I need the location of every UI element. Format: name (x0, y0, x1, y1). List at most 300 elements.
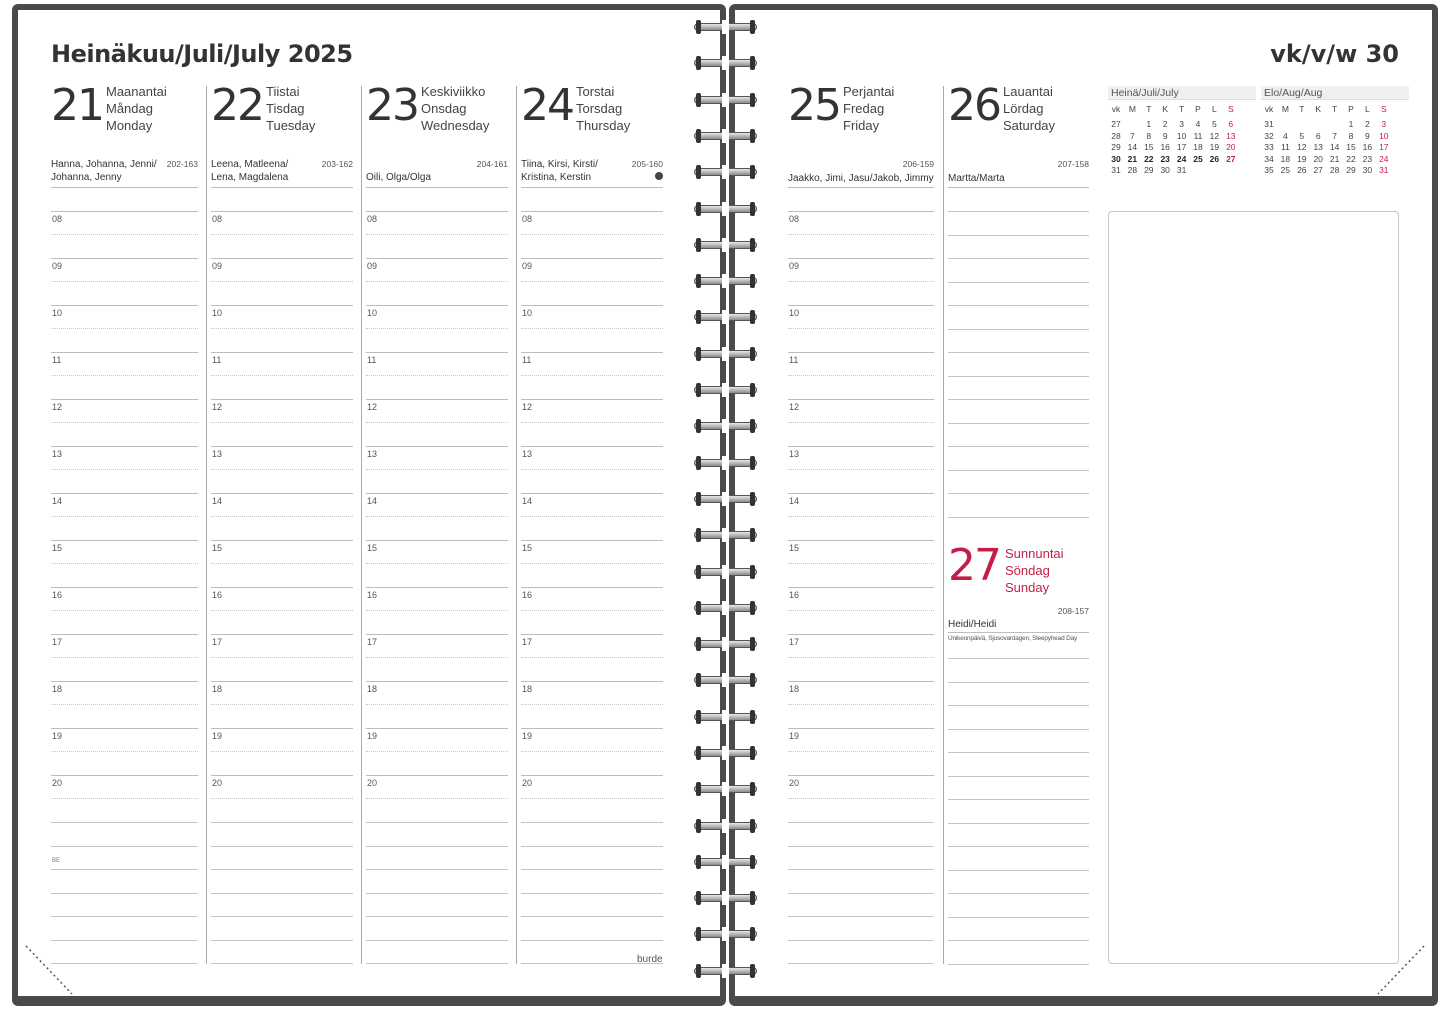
half-hour-line (521, 563, 663, 564)
ring-hole-right (750, 129, 755, 143)
hour-line (521, 634, 663, 635)
writing-line (211, 822, 353, 823)
spiral-ring (694, 202, 757, 216)
nameday-line: Martta/Marta (948, 173, 1005, 184)
mini-calendar-day: 11 (1193, 130, 1203, 141)
writing-line (521, 916, 663, 917)
saturday-writing-line (948, 399, 1089, 400)
writing-line (51, 916, 198, 917)
hour-label: 11 (212, 355, 222, 365)
nameday-line: Jaakko, Jimi, Jasu/Jakob, Jimmy (788, 173, 934, 184)
mini-calendar-day: 7 (1130, 130, 1135, 141)
saturday-writing-line (948, 305, 1089, 306)
half-hour-line (366, 563, 508, 564)
writing-line (51, 846, 198, 847)
ring-hole-right (750, 964, 755, 978)
hour-line (51, 399, 198, 400)
hour-line (51, 681, 198, 682)
ring-hole-right (750, 891, 755, 905)
hour-label: 16 (789, 590, 800, 600)
header-divider (521, 187, 663, 188)
hour-line (521, 352, 663, 353)
mini-calendar-weekday: T (1146, 104, 1152, 114)
half-hour-line (788, 281, 934, 282)
writing-line (521, 846, 663, 847)
spiral-ring (694, 565, 757, 579)
hour-label: 11 (367, 355, 377, 365)
hour-label: 18 (367, 684, 378, 694)
ring-hole-left (696, 56, 701, 70)
hour-label: 17 (52, 637, 63, 647)
hour-line (521, 258, 663, 259)
writing-line (521, 869, 663, 870)
hour-line (366, 399, 508, 400)
hour-label: 15 (789, 543, 800, 553)
hour-line (211, 587, 353, 588)
ring-gap (722, 347, 729, 361)
sunday-writing-line (948, 870, 1089, 871)
half-hour-line (521, 281, 663, 282)
hour-label: 20 (52, 778, 63, 788)
half-hour-line (366, 234, 508, 235)
hour-label: 12 (52, 402, 63, 412)
day-name-sv: Onsdag (421, 101, 467, 116)
hour-label: 17 (522, 637, 533, 647)
half-hour-line (788, 516, 934, 517)
hour-label: 16 (367, 590, 378, 600)
half-hour-line (211, 563, 353, 564)
writing-line (211, 940, 353, 941)
mini-calendar-weekday: S (1227, 104, 1234, 114)
sunday-code: 208-157 (1057, 606, 1089, 616)
ring-hole-left (696, 274, 701, 288)
hour-line (366, 587, 508, 588)
hour-line (521, 540, 663, 541)
half-hour-line (521, 328, 663, 329)
hour-label: 11 (522, 355, 532, 365)
sunday-writing-line (948, 658, 1089, 659)
hour-label: 18 (212, 684, 223, 694)
writing-line (366, 869, 508, 870)
spiral-ring (694, 165, 757, 179)
hour-line (211, 305, 353, 306)
ring-gap (722, 891, 729, 905)
writing-line (788, 869, 934, 870)
footer-mark: BE (52, 858, 61, 864)
day-name-fi: Maanantai (106, 84, 167, 99)
mini-calendar-day: 28 (1329, 165, 1340, 175)
half-hour-line (211, 751, 353, 752)
notes-box[interactable] (1108, 211, 1399, 964)
sunday-writing-line (948, 940, 1089, 941)
writing-line (51, 869, 198, 870)
day-number: 24 (521, 80, 573, 131)
sunday-writing-line (948, 705, 1089, 706)
hour-line (788, 681, 934, 682)
hour-label: 08 (367, 214, 378, 224)
hour-line (211, 540, 353, 541)
mini-calendar-day: 21 (1127, 153, 1138, 164)
half-hour-line (51, 328, 198, 329)
nameday-text (51, 158, 198, 184)
hour-label: 10 (52, 308, 63, 318)
ring-hole-right (750, 782, 755, 796)
spiral-ring (694, 855, 757, 869)
mini-calendar-day: 31 (1176, 165, 1187, 175)
ring-gap (722, 927, 729, 941)
writing-line (211, 963, 353, 964)
hour-line (366, 446, 508, 447)
hour-line (51, 634, 198, 635)
day-name-sv: Måndag (106, 101, 153, 116)
ring-hole-right (750, 56, 755, 70)
writing-line (788, 846, 934, 847)
hour-label: 19 (212, 731, 223, 741)
ring-hole-left (696, 855, 701, 869)
ring-hole-right (750, 855, 755, 869)
ring-hole-left (696, 165, 701, 179)
ring-hole-left (696, 927, 701, 941)
spiral-ring (694, 456, 757, 470)
mini-calendar-weekday: L (1365, 104, 1370, 114)
mini-calendar-day: 19 (1209, 142, 1220, 152)
mini-calendar-week-number: 29 (1111, 142, 1121, 152)
ring-gap (722, 56, 729, 70)
hour-label: 20 (367, 778, 378, 788)
half-hour-line (211, 657, 353, 658)
ring-hole-right (750, 673, 755, 687)
nameday-line: Johanna, Jenny (51, 172, 122, 183)
half-hour-line (521, 751, 663, 752)
ring-gap (722, 274, 729, 288)
writing-line (788, 963, 934, 964)
saturday-writing-line (948, 423, 1089, 424)
spiral-ring (694, 819, 757, 833)
ring-hole-left (696, 202, 701, 216)
hour-label: 15 (367, 543, 378, 553)
sunday-nameday-divider (948, 632, 1089, 633)
day-name-en: Wednesday (421, 118, 490, 133)
mini-calendar-day: 30 (1160, 165, 1170, 175)
day-number: 21 (51, 80, 103, 131)
mini-calendar-day: 27 (1226, 153, 1236, 164)
half-hour-line (788, 751, 934, 752)
half-hour-line (211, 610, 353, 611)
hour-line (211, 211, 353, 212)
ring-hole-right (750, 419, 755, 433)
hour-label: 15 (52, 543, 63, 553)
hour-label: 19 (789, 731, 800, 741)
hour-line (366, 305, 508, 306)
mini-calendar-day: 16 (1160, 142, 1170, 152)
ring-hole-right (750, 456, 755, 470)
mini-calendar-day: 25 (1280, 165, 1291, 175)
left-corner-perforation (22, 942, 82, 1002)
day-of-year-code: 204-161 (476, 159, 508, 169)
ring-hole-right (750, 528, 755, 542)
hour-line (521, 399, 663, 400)
mini-calendar-day: 12 (1297, 142, 1307, 152)
mini-calendar-day: 13 (1313, 142, 1323, 152)
mini-calendar-week-number: 30 (1111, 153, 1121, 164)
half-hour-line (788, 798, 934, 799)
hour-line (788, 258, 934, 259)
hour-line (51, 305, 198, 306)
mini-calendar-day: 4 (1195, 119, 1201, 129)
half-hour-line (366, 281, 508, 282)
ring-hole-left (696, 129, 701, 143)
saturday-writing-line (948, 446, 1089, 447)
header-divider (211, 187, 353, 188)
spiral-ring (694, 927, 757, 941)
hour-label: 18 (52, 684, 63, 694)
half-hour-line (788, 375, 934, 376)
ring-hole-left (696, 891, 701, 905)
spiral-ring (694, 20, 757, 34)
mini-calendar-day: 10 (1176, 130, 1187, 141)
hour-label: 13 (52, 449, 63, 459)
ring-gap (722, 456, 729, 470)
half-hour-line (51, 234, 198, 235)
nameday-text (211, 158, 353, 184)
half-hour-line (51, 469, 198, 470)
spiral-ring (694, 964, 757, 978)
half-hour-line (51, 375, 198, 376)
writing-line (211, 869, 353, 870)
hour-line (521, 493, 663, 494)
mini-calendar-day: 25 (1193, 153, 1203, 164)
half-hour-line (51, 751, 198, 752)
ring-hole-right (750, 165, 755, 179)
mini-calendar-weekday: K (1162, 104, 1169, 114)
saturday-writing-line (948, 329, 1089, 330)
hour-line (521, 587, 663, 588)
mini-calendar-day: 20 (1226, 142, 1236, 152)
sunday-number: 27 (948, 540, 1000, 591)
writing-line (788, 916, 934, 917)
writing-line (211, 846, 353, 847)
mini-calendar-weekday: S (1380, 104, 1387, 114)
spiral-ring (694, 673, 757, 687)
spiral-ring (694, 528, 757, 542)
sunday-writing-line (948, 917, 1089, 918)
right-corner-perforation (1372, 942, 1432, 1002)
hour-label: 17 (212, 637, 223, 647)
hour-line (366, 211, 508, 212)
writing-line (521, 822, 663, 823)
half-hour-line (521, 704, 663, 705)
half-hour-line (366, 798, 508, 799)
mini-calendar-day: 1 (1146, 119, 1152, 129)
ring-hole-left (696, 20, 701, 34)
spiral-ring (694, 56, 757, 70)
ring-hole-right (750, 274, 755, 288)
mini-calendar-weekday: P (1348, 104, 1354, 114)
writing-line (51, 822, 198, 823)
half-hour-line (211, 422, 353, 423)
hour-label: 20 (212, 778, 223, 788)
half-hour-line (51, 422, 198, 423)
mini-calendar-day: 24 (1176, 153, 1187, 164)
half-hour-line (788, 422, 934, 423)
day-number: 23 (366, 80, 418, 131)
hour-label: 12 (212, 402, 223, 412)
hour-line (521, 775, 663, 776)
hour-label: 15 (212, 543, 223, 553)
mini-calendar-day: 28 (1127, 165, 1138, 175)
mini-calendar-weekday: T (1299, 104, 1305, 114)
spiral-ring (694, 274, 757, 288)
mini-calendar-day: 30 (1362, 165, 1373, 175)
hour-line (521, 211, 663, 212)
hour-label: 10 (212, 308, 223, 318)
ring-hole-right (750, 492, 755, 506)
mini-calendar-day: 15 (1346, 142, 1356, 152)
ring-gap (722, 819, 729, 833)
mini-calendar-day: 23 (1362, 153, 1373, 164)
saturday-writing-line (948, 470, 1089, 471)
saturday-writing-line (948, 517, 1089, 518)
day-of-year-code: 205-160 (631, 159, 663, 169)
day-name-fi: Keskiviikko (421, 84, 486, 99)
half-hour-line (51, 610, 198, 611)
ring-hole-left (696, 456, 701, 470)
sunday-writing-line (948, 846, 1089, 847)
spiral-ring (694, 891, 757, 905)
ring-gap (722, 419, 729, 433)
sunday-writing-line (948, 682, 1089, 683)
hour-label: 17 (789, 637, 800, 647)
half-hour-line (366, 610, 508, 611)
hour-line (51, 258, 198, 259)
saturday-writing-line (948, 282, 1089, 283)
nameday-line: Tiina, Kirsi, Kirsti/ (521, 159, 598, 170)
hour-label: 20 (522, 778, 533, 788)
hour-line (211, 258, 353, 259)
header-divider (948, 187, 1089, 188)
day-name-fi: Tiistai (266, 84, 300, 99)
ring-hole-left (696, 601, 701, 615)
spiral-ring (694, 419, 757, 433)
hour-line (211, 681, 353, 682)
mini-calendar-day: 23 (1160, 153, 1170, 164)
hour-line (51, 211, 198, 212)
ring-hole-left (696, 93, 701, 107)
half-hour-line (51, 281, 198, 282)
hour-label: 15 (522, 543, 533, 553)
nameday-line: Oili, Olga/Olga (366, 172, 432, 183)
ring-gap (722, 20, 729, 34)
hour-label: 14 (212, 496, 223, 506)
ring-hole-left (696, 419, 701, 433)
brand-logo: burde (637, 954, 663, 965)
day-name-fi: Perjantai (843, 84, 895, 99)
mini-calendar-week-number: 28 (1111, 130, 1121, 141)
hour-line (211, 399, 353, 400)
spiral-ring (694, 383, 757, 397)
hour-label: 14 (522, 496, 533, 506)
mini-calendar-day: 8 (1146, 130, 1152, 141)
mini-calendar-week-number: 33 (1264, 142, 1274, 152)
ring-hole-right (750, 202, 755, 216)
ring-gap (722, 93, 729, 107)
mini-calendar-title: Elo/Aug/Aug (1261, 86, 1409, 100)
writing-line (211, 893, 353, 894)
mini-calendar-day: 20 (1313, 153, 1323, 164)
mini-calendar-day: 21 (1329, 153, 1340, 164)
mini-calendar-day: 14 (1329, 142, 1340, 152)
saturday-writing-line (948, 258, 1089, 259)
hour-label: 09 (212, 261, 223, 271)
ring-gap (722, 855, 729, 869)
hour-line (788, 775, 934, 776)
half-hour-line (211, 704, 353, 705)
hour-line (788, 587, 934, 588)
mini-calendar-day: 18 (1280, 153, 1291, 164)
header-divider (366, 187, 508, 188)
day-name-fi: Torstai (576, 84, 615, 99)
day-name-en: Friday (843, 118, 880, 133)
ring-gap (722, 129, 729, 143)
mini-calendar-day: 5 (1299, 130, 1305, 141)
ring-hole-left (696, 637, 701, 651)
half-hour-line (521, 610, 663, 611)
mini-calendar-week-number: 31 (1264, 119, 1274, 129)
writing-line (51, 940, 198, 941)
half-hour-line (211, 281, 353, 282)
column-divider (206, 86, 207, 964)
sunday-name-en: Sunday (1005, 580, 1050, 595)
day-number: 22 (211, 80, 263, 131)
mini-calendar-weekday: M (1281, 104, 1289, 114)
day-name-en: Thursday (576, 118, 631, 133)
writing-line (788, 893, 934, 894)
ring-gap (722, 782, 729, 796)
hour-line (366, 634, 508, 635)
mini-calendar-weekday: T (1331, 104, 1338, 114)
saturday-writing-line (948, 352, 1089, 353)
ring-hole-left (696, 347, 701, 361)
hour-line (51, 728, 198, 729)
ring-hole-right (750, 710, 755, 724)
sunday-writing-line (948, 799, 1089, 800)
mini-calendar-day: 16 (1362, 142, 1373, 152)
ring-gap (722, 310, 729, 324)
spiral-ring (694, 310, 757, 324)
mini-calendar-day: 22 (1144, 153, 1154, 164)
hour-label: 12 (789, 402, 800, 412)
half-hour-line (51, 516, 198, 517)
ring-gap (722, 637, 729, 651)
half-hour-line (211, 328, 353, 329)
writing-line (211, 916, 353, 917)
hour-label: 09 (367, 261, 378, 271)
writing-line (366, 893, 508, 894)
half-hour-line (521, 516, 663, 517)
writing-line (366, 940, 508, 941)
hour-line (788, 728, 934, 729)
hour-line (366, 775, 508, 776)
writing-line (366, 846, 508, 847)
hour-line (211, 775, 353, 776)
hour-label: 08 (212, 214, 223, 224)
ring-gap (722, 492, 729, 506)
mini-calendar-day: 31 (1379, 165, 1389, 175)
mini-calendar-day: 14 (1127, 142, 1138, 152)
ring-hole-right (750, 93, 755, 107)
ring-gap (722, 165, 729, 179)
nameday-line: Hanna, Johanna, Jenni/ (51, 159, 157, 170)
